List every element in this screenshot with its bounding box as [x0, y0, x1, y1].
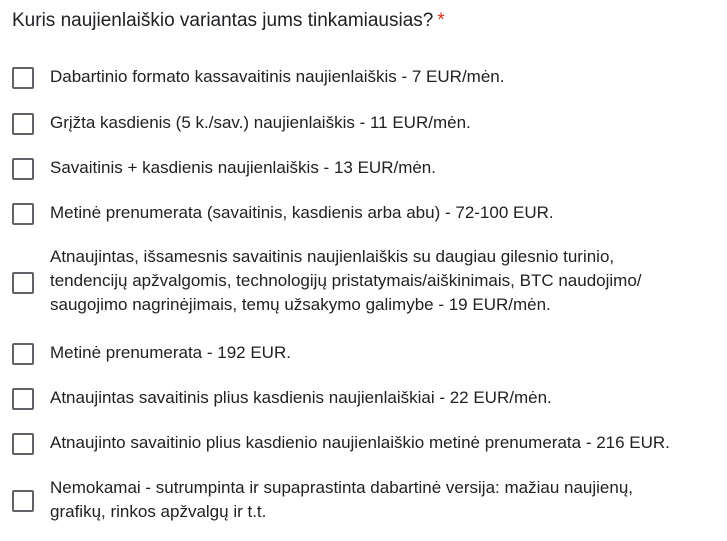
option-label: Nemokamai - sutrumpinta ir supaprastinta dabartinė versija: mažiau naujienų, grafikų, rinkos apžvalgų ir t.t. — [50, 478, 634, 521]
option-7[interactable] — [0, 431, 727, 455]
option-1[interactable] — [0, 111, 727, 135]
checkbox[interactable] — [12, 158, 34, 180]
option-label: Atnaujintas savaitinis plius kasdienis naujienlaiškiai - 22 EUR/mėn. — [50, 388, 552, 407]
required-asterisk: * — [437, 10, 445, 31]
option-5[interactable] — [0, 341, 727, 365]
option-2[interactable] — [0, 156, 727, 180]
option-label: Savaitinis + kasdienis naujienlaiškis - 13 EUR/mėn. — [50, 158, 436, 177]
option-6[interactable] — [0, 386, 727, 410]
checkbox[interactable] — [12, 203, 34, 225]
checkbox[interactable] — [12, 67, 34, 89]
option-3[interactable] — [0, 201, 727, 225]
question-title — [12, 9, 445, 33]
checkbox[interactable] — [12, 343, 34, 365]
option-label: Grįžta kasdienis (5 k./sav.) naujienlaiškis - 11 EUR/mėn. — [50, 113, 471, 132]
option-label: Metinė prenumerata - 192 EUR. — [50, 343, 291, 362]
question-text: Kuris naujienlaiškio variantas jums tinkamiausias? — [12, 10, 434, 31]
checkbox[interactable] — [12, 388, 34, 410]
checkbox[interactable] — [12, 433, 34, 455]
option-label: Atnaujinto savaitinio plius kasdienio naujienlaiškio metinė prenumerata - 216 EUR. — [50, 433, 670, 452]
checkbox[interactable] — [12, 272, 34, 294]
option-8[interactable] — [0, 476, 727, 526]
option-label: Atnaujintas, išsamesnis savaitinis naujienlaiškis su daugiau gilesnio turinio, tendencijų apžvalgomis, technologijų pristatymais/aiškinimais, BTC naudojimo/ saugojimo nagrinėjimais, temų užsakymo galimybe - 19 EUR/mėn. — [50, 247, 642, 314]
checkbox[interactable] — [12, 490, 34, 512]
option-label: Metinė prenumerata (savaitinis, kasdienis arba abu) - 72-100 EUR. — [50, 203, 554, 222]
option-0[interactable] — [0, 65, 727, 89]
option-4[interactable] — [0, 245, 727, 319]
option-label: Dabartinio formato kassavaitinis naujienlaiškis - 7 EUR/mėn. — [50, 67, 505, 86]
checkbox[interactable] — [12, 113, 34, 135]
